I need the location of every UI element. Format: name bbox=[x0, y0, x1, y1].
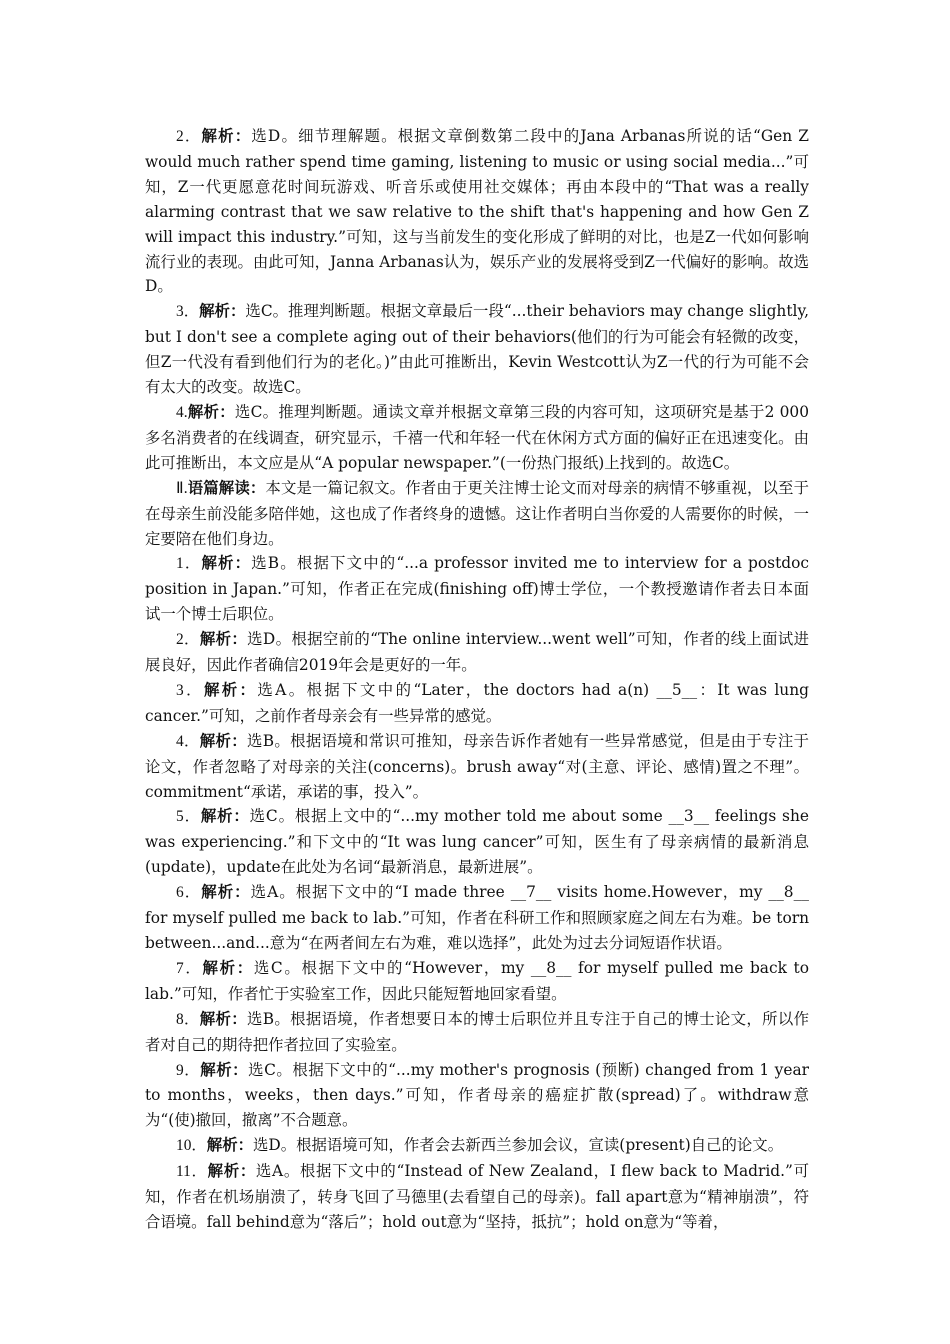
item-number: 3． bbox=[176, 681, 204, 699]
item-label: 解析： bbox=[187, 402, 235, 421]
answer-paragraph bbox=[145, 400, 809, 476]
item-label: 解析： bbox=[203, 680, 258, 699]
item-label: 解析： bbox=[201, 127, 252, 145]
item-number: 2． bbox=[176, 631, 200, 649]
item-text: 选C。根据上文中的“...my mother told me about some __3__ feelings she was experiencing.”和下文中的“It was lung cancer”可知，医生有了母亲病情的最新消息(update)，update在此处为名词“最新消息，最新进展”。 bbox=[145, 807, 809, 877]
answer-paragraph bbox=[145, 124, 809, 299]
item-number: 5． bbox=[176, 808, 201, 826]
item-label: 解析： bbox=[199, 1009, 247, 1028]
item-text: 选C。推理判断题。根据文章最后一段“...their behaviors may change slightly, but I don't see a complete aging out of their behaviors(他们的行为可能会有轻微的改变，但Z一代没有看到他们行为的老化。)”由此可推断出，Kevin Westcott认为Z一代的行为可能不会有太大的改变。故选C。 bbox=[145, 302, 809, 397]
item-text: 选D。根据空前的“The online interview...went well”可知，作者的线上面试进展良好，因此作者确信2019年会是更好的一年。 bbox=[145, 630, 809, 675]
item-number: 9． bbox=[176, 1061, 201, 1079]
item-text: 选B。根据下文中的“...a professor invited me to interview for a postdoc position in Japan.”可知，作者正在完成(finishing off)博士学位，一个教授邀请作者去日本面试一个博士后职位。 bbox=[145, 554, 809, 624]
item-number: 2． bbox=[176, 128, 202, 145]
answer-paragraph bbox=[145, 551, 809, 627]
item-text: 选B。根据语境，作者想要日本的博士后职位并且专注于自己的博士论文，所以作者对自己的期待把作者拉回了实验室。 bbox=[145, 1009, 809, 1054]
item-text: 选C。根据下文中的“However，my __8__ for myself pulled me back to lab.”可知，作者忙于实验室工作，因此只能短暂地回家看望。 bbox=[145, 958, 809, 1003]
section-summary-paragraph bbox=[145, 476, 809, 552]
item-label: 解析： bbox=[206, 1136, 253, 1155]
item-text: 选C。推理判断题。通读文章并根据文章第三段的内容可知，这项研究是基于2 000多名消费者的在线调查，研究显示，千禧一代和年轻一代在休闲方式方面的偏好正在迅速变化。由此可推断出，本文应是从“A popular newspaper.”(一份热门报纸)上找到的。故选C。 bbox=[145, 402, 809, 472]
item-text: 选A。根据下文中的“Instead of New Zealand，I flew back to Madrid.”可知，作者在机场崩溃了，转身飞回了马德里(去看望自己的母亲)。fall apart意为“精神崩溃”，符合语境。fall behind意为“落后”；hold out意为“坚持，抵抗”；hold on意为“等着， bbox=[145, 1162, 809, 1231]
item-number: 3． bbox=[176, 303, 200, 321]
item-number: 1． bbox=[176, 555, 202, 573]
item-label: 解析： bbox=[200, 1060, 249, 1079]
item-text: 选D。根据语境可知，作者会去新西兰参加会议，宣读(present)自己的论文。 bbox=[252, 1136, 784, 1155]
item-label: 解析： bbox=[201, 883, 251, 902]
item-number: 10． bbox=[176, 1137, 207, 1155]
section-number: Ⅱ. bbox=[176, 479, 188, 497]
item-label: 解析： bbox=[200, 807, 250, 826]
answer-paragraph bbox=[145, 880, 809, 956]
answer-paragraph bbox=[145, 1159, 809, 1235]
item-label: 解析： bbox=[199, 302, 246, 321]
item-label: 解析： bbox=[201, 554, 252, 573]
section-text: 本文是一篇记叙文。作者由于更关注博士论文而对母亲的病情不够重视，以至于在母亲生前没能多陪伴她，这也成了作者终身的遗憾。这让作者明白当你爱的人需要你的时候，一定要陪在他们身边。 bbox=[145, 478, 809, 548]
item-text: 选A。根据下文中的“Later，the doctors had a(n) __5__：It was lung cancer.”可知，之前作者母亲会有一些异常的感觉。 bbox=[145, 680, 809, 725]
item-text: 选D。细节理解题。根据文章倒数第二段中的Jana Arbanas所说的话“Gen Z would much rather spend time gaming, listening to music or using social media...”可知，Z一代更愿意花时间玩游戏、听音乐或使用社交媒体；再由本段中的“That was a really alarming contrast that we saw relative to the shift that's happening and how Gen Z will impact this industry.”可知，这与当前发生的变化形成了鲜明的对比，也是Z一代如何影响流行业的表现。由此可知，Janna Arbanas认为，娱乐产业的发展将受到Z一代偏好的影响。故选D。 bbox=[145, 127, 809, 296]
answer-paragraph bbox=[145, 1058, 809, 1134]
item-number: 4． bbox=[176, 732, 200, 750]
answer-paragraph bbox=[145, 1133, 809, 1159]
item-text: 选B。根据语境和常识可推知，母亲告诉作者她有一些异常感觉，但是由于专注于论文，作者忽略了对母亲的关注(concerns)。brush away“对(主意、评论、感情)置之不理”。commitment“承诺，承诺的事，投入”。 bbox=[145, 731, 809, 801]
item-number: 11． bbox=[176, 1163, 208, 1181]
item-label: 解析： bbox=[199, 630, 248, 649]
item-label: 解析： bbox=[207, 1162, 256, 1181]
answer-paragraph bbox=[145, 627, 809, 678]
answer-paragraph bbox=[145, 1007, 809, 1058]
item-number: 4. bbox=[176, 403, 188, 421]
answer-paragraph bbox=[145, 729, 809, 805]
item-number: 8． bbox=[176, 1010, 200, 1028]
item-label: 解析： bbox=[199, 731, 247, 750]
answer-paragraph bbox=[145, 678, 809, 729]
item-number: 7． bbox=[176, 959, 203, 977]
item-label: 解析： bbox=[202, 958, 254, 977]
answer-paragraph bbox=[145, 299, 809, 400]
item-text: 选C。根据下文中的“...my mother's prognosis (预断) changed from 1 year to months，weeks，then days.”可知，作者母亲的癌症扩散(spread)了。withdraw意为“(使)撤回，撤离”不合题意。 bbox=[145, 1060, 809, 1130]
answer-paragraph bbox=[145, 804, 809, 880]
item-text: 选A。根据下文中的“I made three __7__ visits home.However，my __8__ for myself pulled me back to lab.”可知，作者在科研工作和照顾家庭之间左右为难。be torn between...and...意为“在两者间左右为难，难以选择”，此处为过去分词短语作状语。 bbox=[145, 883, 809, 952]
document-page bbox=[145, 124, 809, 1235]
item-number: 6． bbox=[176, 884, 202, 902]
answer-paragraph bbox=[145, 956, 809, 1007]
section-label: 语篇解读： bbox=[187, 478, 266, 497]
